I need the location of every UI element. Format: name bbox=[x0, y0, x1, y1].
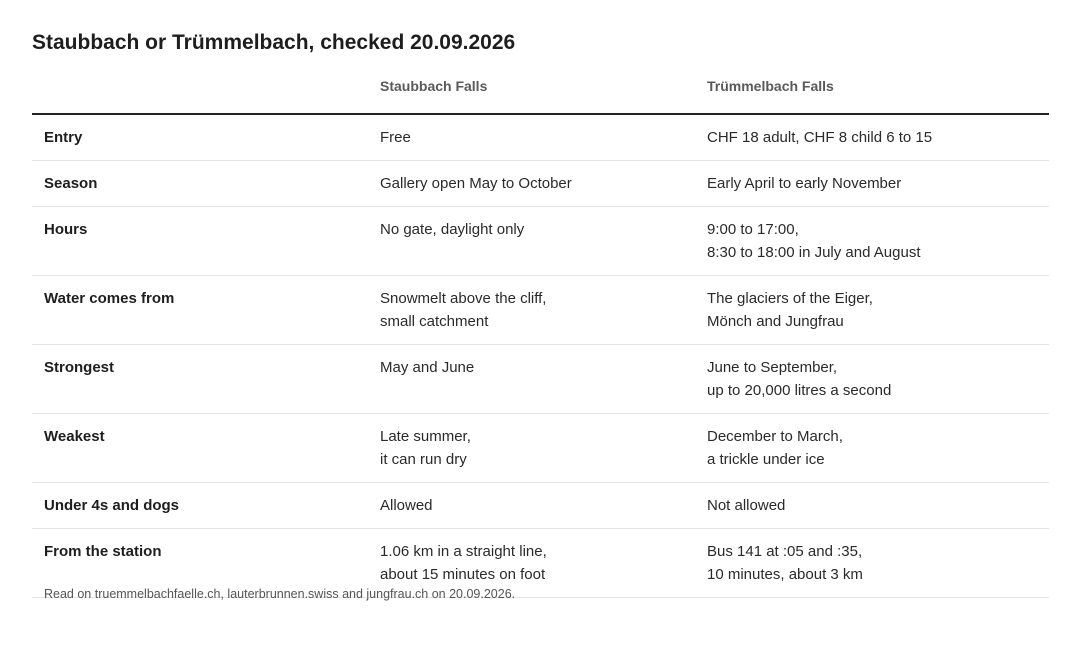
staubbach-cell: 1.06 km in a straight line, about 15 minutes on foot bbox=[380, 529, 707, 598]
header-row bbox=[32, 70, 1049, 114]
row-label: Weakest bbox=[32, 414, 380, 483]
column-header-staubbach-text: Staubbach Falls bbox=[380, 78, 488, 94]
row-label: Under 4s and dogs bbox=[32, 483, 380, 529]
table-row bbox=[32, 483, 1049, 529]
table-row bbox=[32, 345, 1049, 414]
truemmelbach-cell: CHF 18 adult, CHF 8 child 6 to 15 bbox=[707, 114, 1049, 161]
row-label: Season bbox=[32, 161, 380, 207]
truemmelbach-cell: Not allowed bbox=[707, 483, 1049, 529]
row-label: Hours bbox=[32, 207, 380, 276]
row-label: From the station bbox=[32, 529, 380, 598]
table-body bbox=[32, 114, 1049, 598]
table-row bbox=[32, 276, 1049, 345]
staubbach-cell: Allowed bbox=[380, 483, 707, 529]
table-header bbox=[32, 70, 1049, 114]
truemmelbach-cell: Bus 141 at :05 and :35, 10 minutes, about 3 km bbox=[707, 529, 1049, 598]
staubbach-cell: Late summer, it can run dry bbox=[380, 414, 707, 483]
truemmelbach-cell: Early April to early November bbox=[707, 161, 1049, 207]
column-header-truemmelbach-text: Trümmelbach Falls bbox=[707, 78, 834, 94]
row-label: Strongest bbox=[32, 345, 380, 414]
row-label: Entry bbox=[32, 114, 380, 161]
staubbach-cell: Gallery open May to October bbox=[380, 161, 707, 207]
column-header-label bbox=[32, 70, 380, 114]
staubbach-cell: No gate, daylight only bbox=[380, 207, 707, 276]
staubbach-cell: Snowmelt above the cliff, small catchment bbox=[380, 276, 707, 345]
truemmelbach-cell: The glaciers of the Eiger, Mönch and Jungfrau bbox=[707, 276, 1049, 345]
table-row bbox=[32, 114, 1049, 161]
staubbach-cell: Free bbox=[380, 114, 707, 161]
source-note: Read on truemmelbachfaelle.ch, lauterbrunnen.swiss and jungfrau.ch on 20.09.2026. bbox=[44, 587, 516, 601]
truemmelbach-cell: 9:00 to 17:00, 8:30 to 18:00 in July and August bbox=[707, 207, 1049, 276]
table-row bbox=[32, 161, 1049, 207]
row-label: Water comes from bbox=[32, 276, 380, 345]
column-header-truemmelbach bbox=[707, 70, 1049, 114]
comparison-table bbox=[32, 70, 1049, 598]
truemmelbach-cell: December to March, a trickle under ice bbox=[707, 414, 1049, 483]
column-header-staubbach bbox=[380, 70, 707, 114]
table-row bbox=[32, 207, 1049, 276]
truemmelbach-cell: June to September, up to 20,000 litres a second bbox=[707, 345, 1049, 414]
staubbach-cell: May and June bbox=[380, 345, 707, 414]
table-row bbox=[32, 414, 1049, 483]
page-title: Staubbach or Trümmelbach, checked 20.09.2026 bbox=[32, 31, 516, 54]
